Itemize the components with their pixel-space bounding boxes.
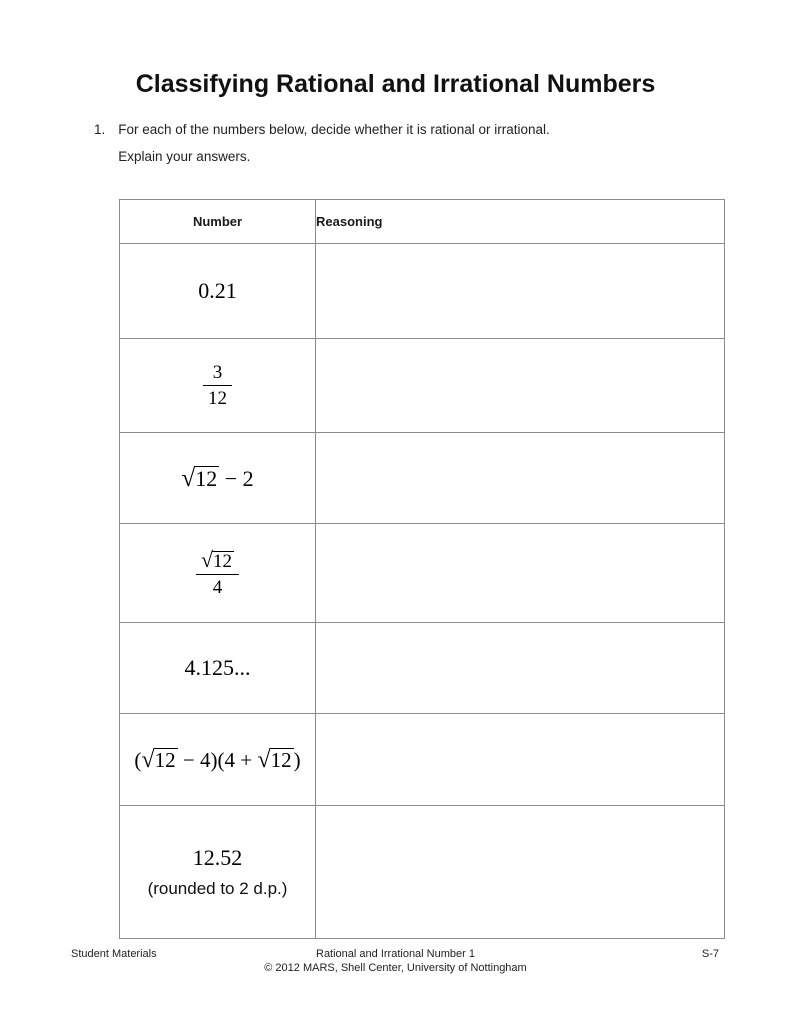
- number-cell-fraction: [120, 339, 316, 433]
- page-title: Classifying Rational and Irrational Numbers: [135, 70, 656, 98]
- column-header-reasoning: Reasoning: [316, 200, 725, 244]
- number-cell-product: [120, 714, 316, 806]
- table-row: [120, 433, 725, 524]
- question-line-1: For each of the numbers below, decide whether it is rational or irrational.: [118, 122, 550, 137]
- math-expression: [181, 463, 254, 492]
- question-number: 1.: [94, 122, 106, 137]
- fraction: [196, 547, 239, 600]
- square-root: [141, 745, 177, 773]
- fraction-numerator: 3: [212, 361, 223, 383]
- reasoning-cell: [316, 806, 725, 939]
- number-cell-sqrt-fraction: [120, 524, 316, 623]
- rounding-note: (rounded to 2 d.p.): [147, 879, 288, 898]
- table-row: [120, 524, 725, 623]
- footer-left-label: Student Materials: [71, 948, 157, 960]
- table-row: [120, 244, 725, 339]
- radicand: 12: [270, 747, 292, 772]
- radicand: 12: [154, 747, 176, 772]
- close-paren: ): [293, 747, 301, 772]
- radical-sign: √: [201, 547, 213, 572]
- table-row: [120, 339, 725, 433]
- radical-sign: √: [141, 745, 155, 773]
- reasoning-cell: [316, 339, 725, 433]
- math-expression: 4.125...: [184, 655, 251, 680]
- fraction-numerator: [196, 547, 239, 575]
- reasoning-cell: [316, 714, 725, 806]
- table-header-row: [120, 200, 725, 244]
- radicand: 12: [195, 465, 218, 491]
- open-paren: (: [134, 747, 142, 772]
- square-root: [181, 463, 219, 492]
- table-row: [120, 623, 725, 714]
- fraction-denominator: 4: [196, 574, 239, 599]
- number-cell-decimal-ellipsis: [120, 623, 316, 714]
- number-cell-rounded: [120, 806, 316, 939]
- table-row: [120, 714, 725, 806]
- question-line-2: Explain your answers.: [118, 149, 251, 164]
- footer-copyright: © 2012 MARS, Shell Center, University of Nottingham: [264, 961, 527, 974]
- number-cell-decimal: [120, 244, 316, 339]
- footer-document-title: Rational and Irrational Number 1: [316, 948, 475, 960]
- reasoning-cell: [316, 244, 725, 339]
- footer-center: [0, 948, 791, 975]
- footer-page-number: S-7: [701, 948, 719, 960]
- question-text: [118, 116, 549, 170]
- column-header-number: Number: [120, 200, 316, 244]
- operator-suffix: − 2: [219, 465, 254, 491]
- math-expression: 0.21: [198, 278, 237, 303]
- reasoning-cell: [316, 524, 725, 623]
- math-expression: [134, 745, 301, 773]
- radical-sign: √: [257, 745, 271, 773]
- instruction-block: [94, 116, 550, 170]
- math-expression: 12.52: [192, 845, 243, 870]
- fraction: [203, 361, 232, 410]
- fraction-denominator: 12: [203, 385, 232, 410]
- middle-terms: − 4)(4 +: [177, 747, 258, 772]
- radicand: 12: [213, 550, 232, 572]
- square-root: [257, 745, 293, 773]
- reasoning-cell: [316, 623, 725, 714]
- number-cell-sqrt-minus: [120, 433, 316, 524]
- classification-table: [119, 199, 725, 939]
- reasoning-cell: [316, 433, 725, 524]
- radical-sign: √: [181, 463, 196, 492]
- square-root: [201, 547, 234, 572]
- table-row: [120, 806, 725, 939]
